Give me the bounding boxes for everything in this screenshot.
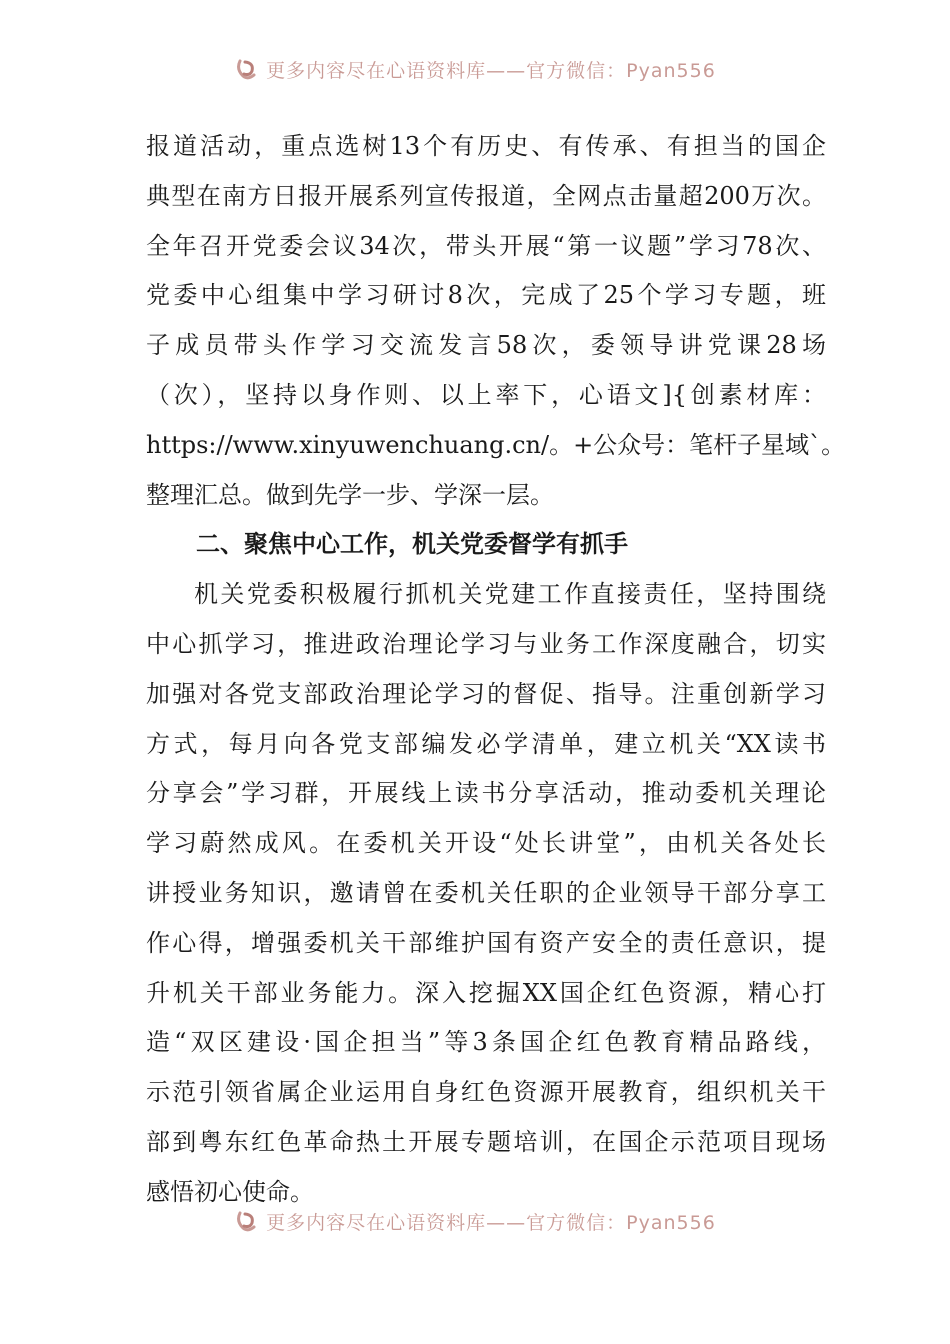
text-line: 子成员带头作学习交流发言58次，委领导讲党课28场 [146, 331, 826, 360]
text-line: https://www.xinyuwenchuang.cn/。+公众号：笔杆子星域`。 [146, 430, 846, 459]
text-line: 方式，每月向各党支部编发必学清单，建立机关“XX读书 [146, 729, 826, 758]
text-line: 党委中心组集中学习研讨8次，完成了25个学习专题，班 [146, 281, 826, 310]
text-line: 全年召开党委会议34次，带头开展“第一议题”学习78次、 [146, 231, 826, 260]
header-watermark [0, 54, 950, 84]
text-line: （次），坚持以身作则、以上率下，心语文]{创素材库： [146, 380, 826, 409]
document-body [146, 122, 846, 1218]
text-line: 加强对各党支部政治理论学习的督促、指导。注重创新学习 [146, 679, 826, 708]
footer-watermark [0, 1206, 950, 1236]
text-line: 升机关干部业务能力。深入挖掘XX国企红色资源，精心打 [146, 978, 826, 1007]
text-line: 报道活动，重点选树13个有历史、有传承、有担当的国企 [146, 132, 826, 160]
text-line: 部到粤东红色革命热土开展专题培训，在国企示范项目现场 [146, 1127, 826, 1156]
text-line: 讲授业务知识，邀请曾在委机关任职的企业领导干部分享工 [146, 878, 826, 907]
text-line: 典型在南方日报开展系列宣传报道，全网点击量超200万次。 [146, 181, 826, 210]
header-watermark-text: 更多内容尽在心语资料库——官方微信：Pyan556 [266, 59, 716, 82]
text-line: 示范引领省属企业运用自身红色资源开展教育，组织机关干 [146, 1078, 826, 1107]
text-line: 造“双区建设·国企担当”等3条国企红色教育精品路线， [146, 1028, 826, 1057]
text-line: 作心得，增强委机关干部维护国有资产安全的责任意识，提 [146, 928, 826, 957]
text-line: 整理汇总。做到先学一步、学深一层。 [146, 480, 554, 509]
text-line: 中心抓学习，推进政治理论学习与业务工作深度融合，切实 [146, 629, 826, 658]
text-line: 分享会”学习群，开展线上读书分享活动，推动委机关理论 [146, 779, 826, 808]
section-heading: 二、聚焦中心工作，机关党委督学有抓手 [196, 530, 628, 559]
text-line: 感悟初心使命。 [146, 1177, 314, 1206]
footer-watermark-text: 更多内容尽在心语资料库——官方微信：Pyan556 [266, 1211, 716, 1234]
text-line: 学习蔚然成风。在委机关开设“处长讲堂”，由机关各处长 [146, 829, 826, 858]
logo-icon [234, 56, 260, 82]
text-line: 机关党委积极履行抓机关党建工作直接责任，坚持围绕 [194, 580, 826, 609]
logo-icon [234, 1208, 260, 1234]
